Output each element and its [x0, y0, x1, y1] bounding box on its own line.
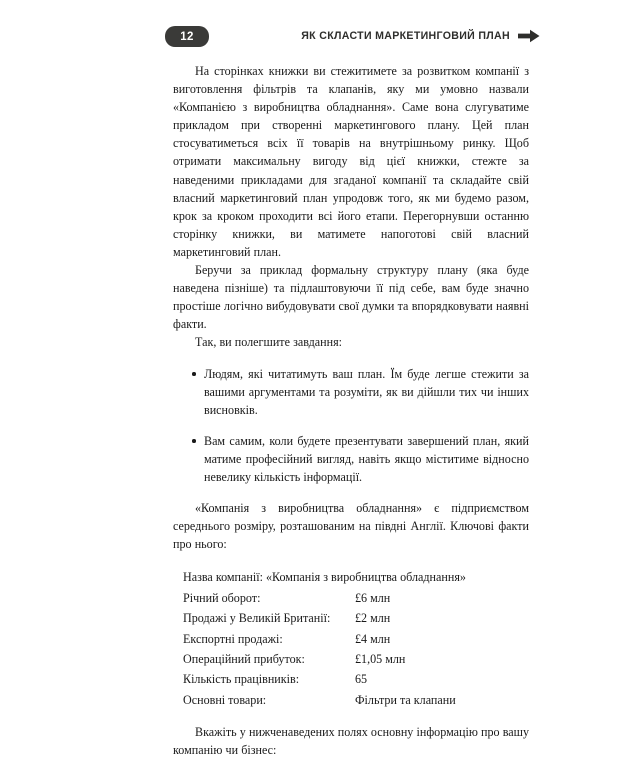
- fact-label: Основні товари:: [183, 692, 267, 707]
- company-facts-list: [183, 567, 529, 710]
- fact-value: £2 млн: [355, 611, 391, 626]
- fact-row: [183, 669, 529, 689]
- fact-row: [183, 690, 529, 710]
- fact-label: Експортні продажі:: [183, 631, 283, 646]
- fact-label: Річний оборот:: [183, 590, 261, 605]
- fact-label: Кількість працівників:: [183, 672, 300, 687]
- paragraph-prompt: Вкажіть у нижченаведених полях основну інформацію про вашу компанію чи бізнес:: [173, 725, 529, 758]
- list-item-text: Людям, які читатимуть ваш план. Їм буде легше стежити за вашими аргументами та розуміти, як ви дійшли тих чи інших висновків.: [204, 366, 529, 417]
- fact-label: Операційний прибуток:: [183, 651, 305, 666]
- fact-row: [183, 649, 529, 669]
- paragraph-lead-in: Так, ви полегшите завдання:: [195, 335, 343, 350]
- text-column: [173, 62, 529, 759]
- fact-row: [183, 629, 529, 649]
- fact-label: Продажі у Великій Британії:: [183, 611, 331, 626]
- arrow-right-icon: [518, 29, 540, 43]
- fact-value: £1,05 млн: [355, 651, 406, 666]
- header-title-group: [301, 29, 540, 43]
- fact-row: [183, 608, 529, 628]
- running-header: [0, 26, 630, 50]
- list-item: [192, 365, 529, 419]
- fact-label: Назва компанії: «Компанія з виробництва обладнання»: [183, 570, 466, 585]
- page-number-badge: 12: [165, 26, 209, 47]
- fact-row: [183, 588, 529, 608]
- bullet-dot-icon: [192, 372, 196, 376]
- fact-row: [183, 567, 529, 587]
- fact-value: Фільтри та клапани: [355, 692, 456, 707]
- paragraph-company-description: «Компанія з виробництва обладнання» є підприємством середнього розміру, розташованим на півдні Англії. Ключові факти про нього:: [173, 501, 529, 552]
- fact-value: £4 млн: [355, 631, 391, 646]
- chapter-title: ЯК СКЛАСТИ МАРКЕТИНГОВИЙ ПЛАН: [301, 30, 510, 42]
- benefits-list: [173, 365, 529, 487]
- fact-value: 65: [355, 672, 368, 687]
- fact-value: £6 млн: [355, 590, 391, 605]
- paragraph-structure: Беручи за приклад формальну структуру плану (яка буде наведена пізніше) та підлаштовуючи її під себе, вам буде значно простіше логічно вибудовувати свої думки та впорядковувати наявні факти.: [173, 263, 529, 332]
- paragraph-intro: На сторінках книжки ви стежитимете за розвитком компанії з виготовлення фільтрів та клапанів, яку ми умовно назвали «Компанією з виробництва обладнання». Саме вона слугуватиме прикладом при створенні маркетингового плану. Цей план стосуватиметься всіх її товарів на внутрішньому ринку. Щоб отримати максимальну вигоду від цієї книжки, стежте за наведеними прикладами для згаданої компанії та складайте свій власний маркетинговий план упродовж того, як ми будемо разом, крок за кроком проходити всі його етапи. Перегорнувши останню сторінку книжки, ви матимете напоготові свій власний маркетинговий план.: [173, 64, 529, 259]
- bullet-dot-icon: [192, 439, 196, 443]
- list-item: [192, 432, 529, 486]
- list-item-text: Вам самим, коли будете презентувати завершений план, який матиме професійний вигляд, навіть якщо міститиме відносно невелику кількість інформації.: [204, 433, 529, 484]
